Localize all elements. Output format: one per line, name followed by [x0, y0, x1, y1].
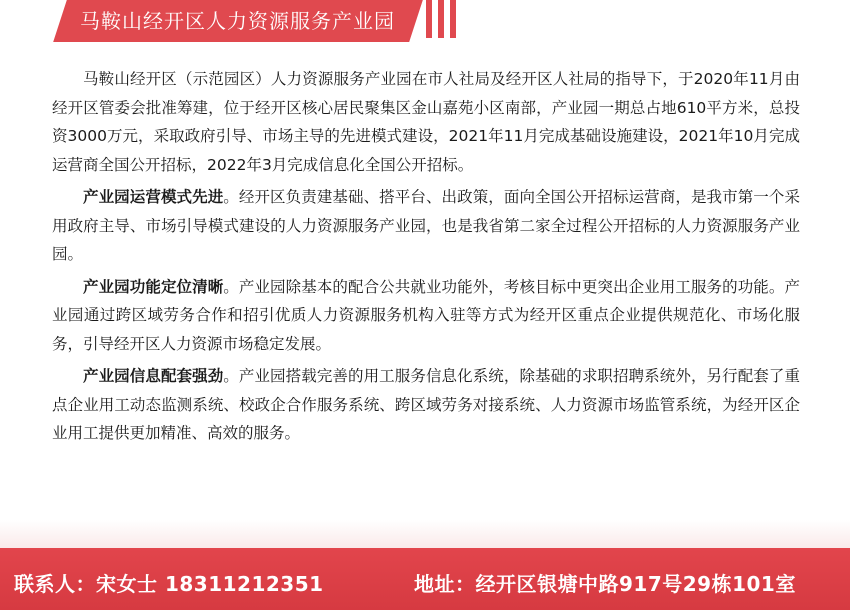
paragraph-intro: 马鞍山经开区（示范园区）人力资源服务产业园在市人社局及经开区人社局的指导下，于2020年11月由经开区管委会批准筹建，位于经开区核心居民聚集区金山嘉苑小区南部，产业园一期总占地610平方米，总投资3000万元，采取政府引导、市场主导的先进模式建设，2021年11月完成基础设施建设，2021年10月完成运营商全国公开招标，2022年3月完成信息化全国公开招标。	[52, 70, 800, 174]
footer-fade	[0, 520, 850, 550]
decorative-stripe	[450, 0, 456, 38]
paragraph-function-positioning	[52, 273, 800, 359]
decorative-stripe	[438, 0, 444, 38]
paragraph-heading: 产业园信息配套强劲	[83, 367, 224, 385]
paragraph-text: 。经开区负责建基础、搭平台、出政策，面向全国公开招标运营商，是我市第一个采用政府主导、市场引导模式建设的人力资源服务产业园，也是我省第二家全过程公开招标的人力资源服务产业园。	[52, 188, 800, 263]
paragraph-text: 。产业园除基本的配合公共就业功能外，考核目标中更突出企业用工服务的功能。产业园通过跨区域劳务合作和招引优质人力资源服务机构入驻等方式为经开区重点企业提供规范化、市场化服务，引导经开区人力资源市场稳定发展。	[52, 277, 800, 353]
paragraph-heading: 产业园功能定位清晰	[83, 277, 224, 296]
paragraph-operation-model	[52, 183, 800, 269]
paragraph-text: 。产业园搭载完善的用工服务信息化系统，除基础的求职招聘系统外，另行配套了重点企业用工动态监测系统、校政企合作服务系统、跨区域劳务对接系统、人力资源市场监管系统，为经开区企业用工提供更加精准、高效的服务。	[52, 367, 800, 442]
decorative-stripe	[426, 0, 432, 38]
address-info: 地址：经开区银塘中路917号29栋101室	[414, 572, 796, 596]
article-body	[52, 65, 800, 452]
contact-info: 联系人：宋女士 18311212351	[14, 572, 324, 596]
page-title: 马鞍山经开区人力资源服务产业园	[80, 9, 395, 33]
paragraph-heading: 产业园运营模式先进	[83, 188, 224, 206]
paragraph-information-support	[52, 362, 800, 448]
